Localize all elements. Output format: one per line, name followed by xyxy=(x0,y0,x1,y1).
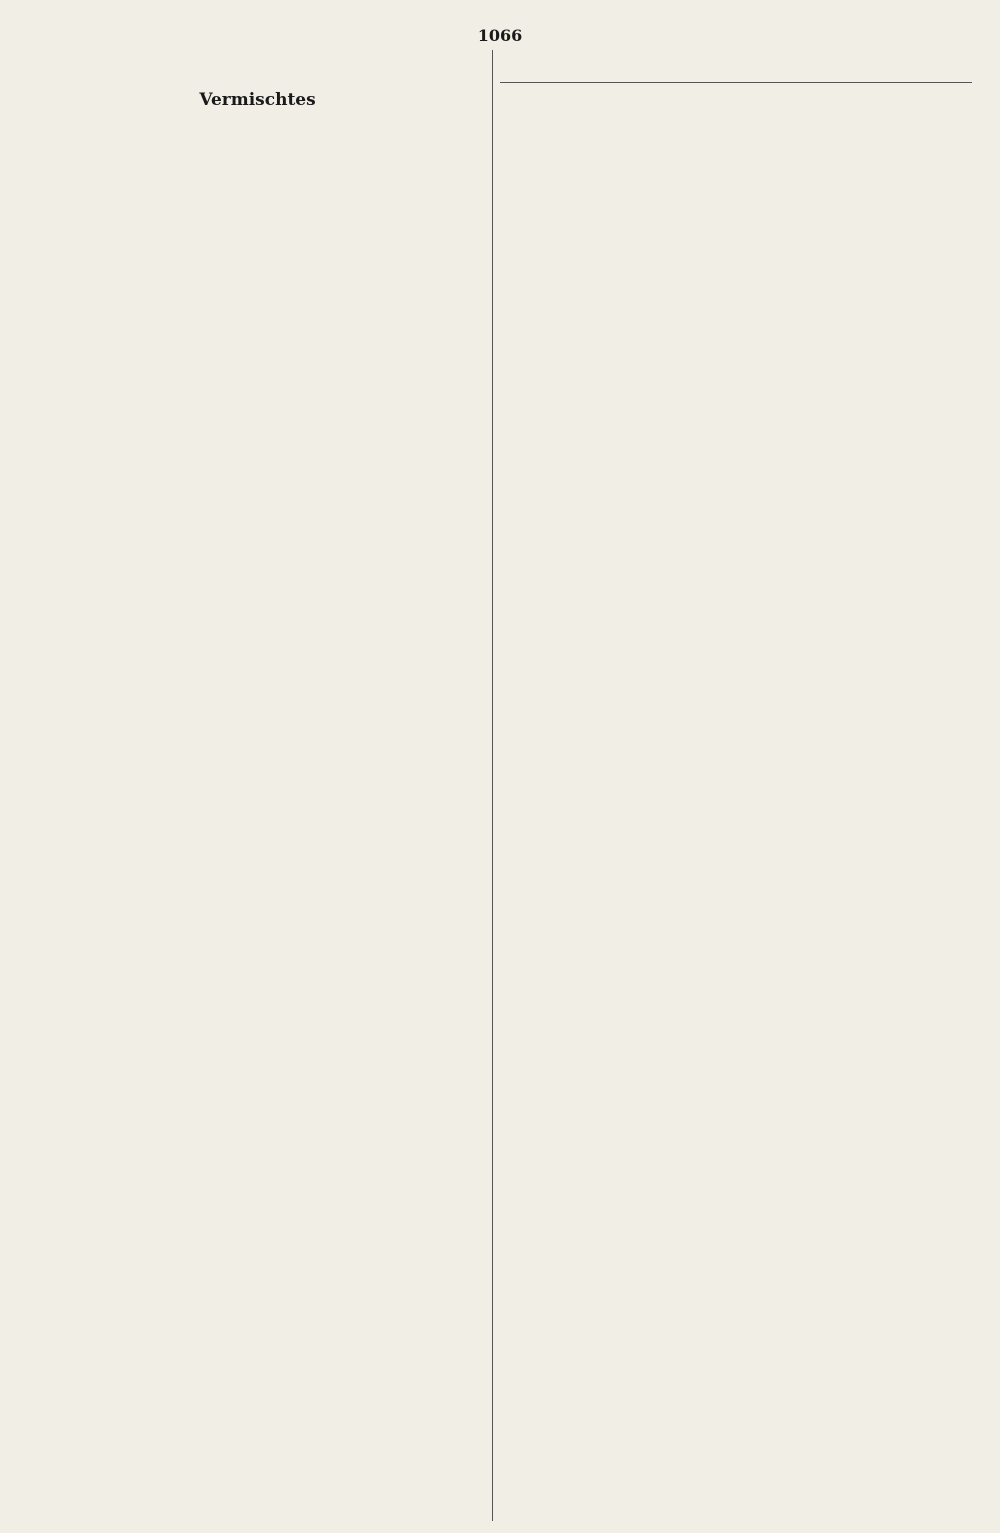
section-heading-vermischtes: Vermischtes xyxy=(199,90,316,110)
column-rule xyxy=(492,50,493,1521)
left-column xyxy=(30,52,485,1521)
section-divider xyxy=(500,82,972,83)
right-column xyxy=(500,52,972,1521)
page-number: 1066 xyxy=(477,26,523,45)
